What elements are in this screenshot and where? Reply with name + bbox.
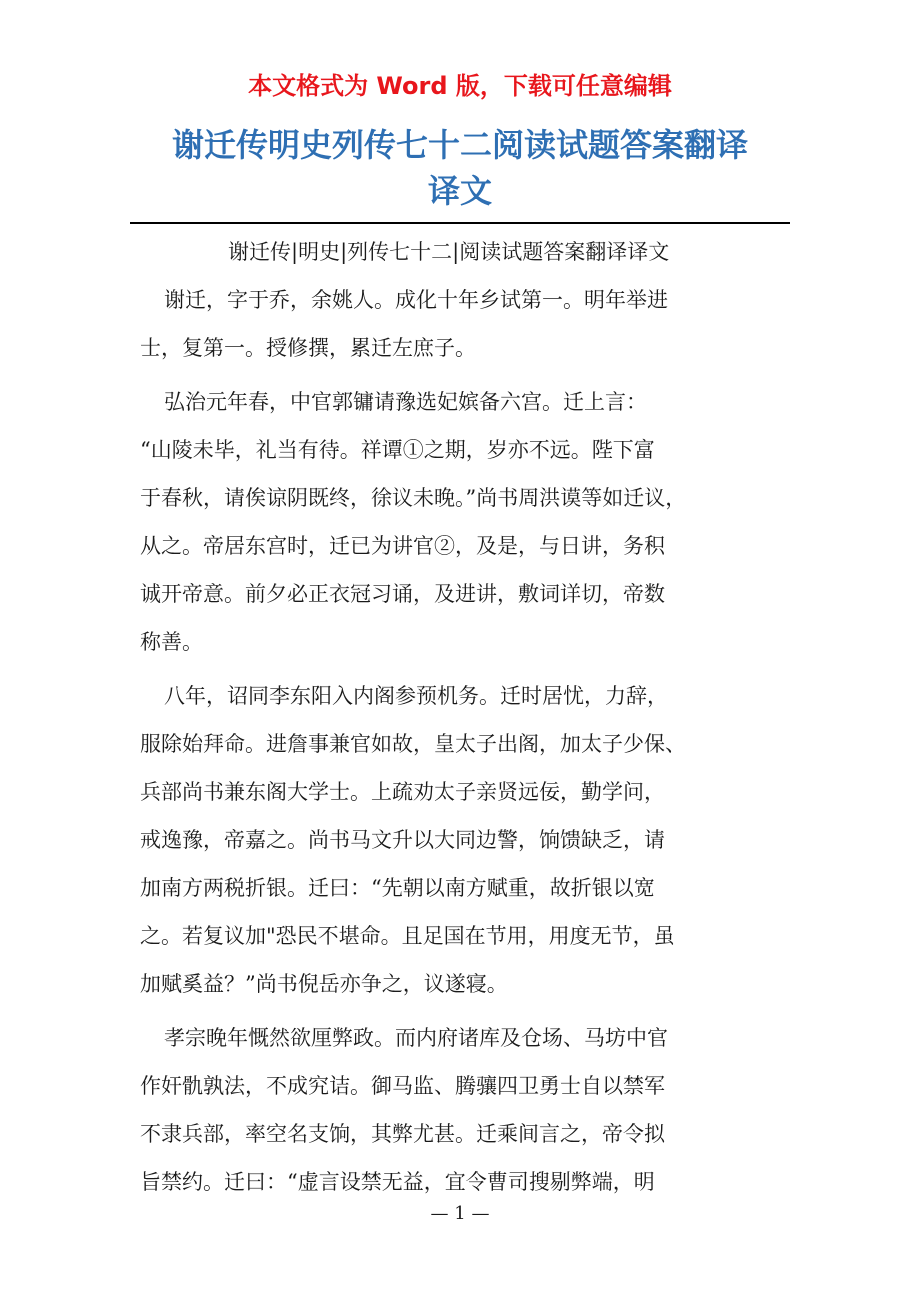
format-notice: 本文格式为 Word 版，下载可任意编辑	[248, 72, 672, 100]
title-divider	[130, 222, 790, 224]
text-line: 兵部尚书兼东阁大学士。上疏劝太子亲贤远佞，勤学问，	[140, 780, 665, 804]
text-line: 从之。帝居东宫时，迁已为讲官②，及是，与日讲，务积	[140, 534, 665, 558]
title-line-2: 译文	[427, 172, 492, 210]
text-line: 旨禁约。迁曰：“虚言设禁无益，宜令曹司搜剔弊端，明	[140, 1170, 655, 1194]
page-number: — 1 —	[430, 1203, 490, 1224]
text-line: 作奸骩孰法，不成究诘。御马监、腾骧四卫勇士自以禁军	[140, 1074, 665, 1098]
text-line: 谢迁，字于乔，余姚人。成化十年乡试第一。明年举进	[164, 288, 668, 312]
text-line: 加赋奚益？”尚书倪岳亦争之，议遂寝。	[140, 972, 508, 996]
text-line: 之。若复议加"恐民不堪命。且足国在节用，用度无节，虽	[140, 924, 675, 948]
paragraph-3	[140, 672, 790, 1008]
text-line: 称善。	[140, 630, 203, 654]
text-line: 加南方两税折银。迁曰：“先朝以南方赋重，故折银以宽	[140, 876, 655, 900]
text-line: 弘治元年春，中官郭镛请豫选妃嫔备六宫。迁上言：	[164, 390, 647, 414]
paragraph-4	[140, 1014, 790, 1206]
document-body	[140, 228, 790, 1206]
paragraph-1	[140, 276, 790, 372]
subheading: 谢迁传|明史|列传七十二|阅读试题答案翻译译文	[228, 240, 670, 264]
text-line: 诚开帝意。前夕必正衣冠习诵，及进讲，敷词详切，帝数	[140, 582, 665, 606]
text-line: 八年，诏同李东阳入内阁参预机务。迁时居忧，力辞，	[164, 684, 668, 708]
title-line-1: 谢迁传明史列传七十二阅读试题答案翻译	[171, 126, 748, 164]
document-title	[130, 122, 790, 214]
text-line: 戒逸豫，帝嘉之。尚书马文升以大同边警，饷馈缺乏，请	[140, 828, 665, 852]
text-line: 士，复第一。授修撰，累迁左庶子。	[140, 336, 476, 360]
text-line: “山陵未毕，礼当有待。祥谭①之期，岁亦不远。陛下富	[140, 438, 655, 462]
text-line: 孝宗晚年慨然欲厘弊政。而内府诸库及仓场、马坊中官	[164, 1026, 668, 1050]
paragraph-2	[140, 378, 790, 666]
text-line: 不隶兵部，率空名支饷，其弊尤甚。迁乘间言之，帝令拟	[140, 1122, 665, 1146]
text-line: 服除始拜命。进詹事兼官如故，皇太子出阁，加太子少保、	[140, 732, 686, 756]
text-line: 于春秋，请俟谅阴既终，徐议未晚。”尚书周洪谟等如迁议，	[140, 486, 687, 510]
